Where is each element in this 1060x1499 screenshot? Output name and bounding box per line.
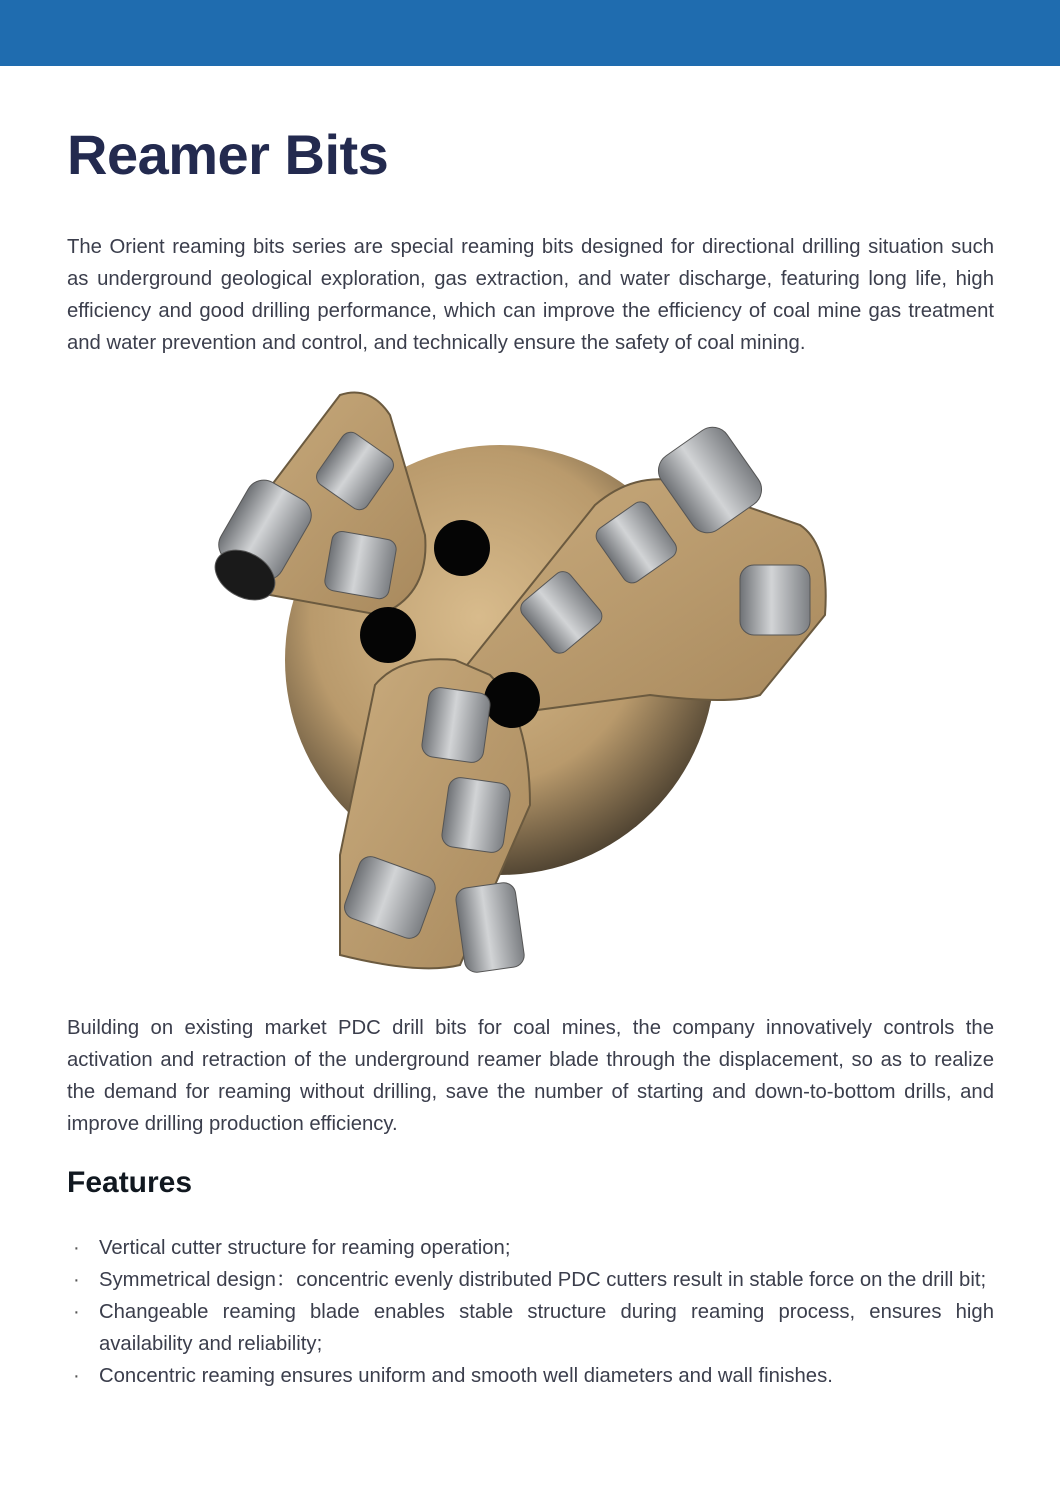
bullet-icon: · <box>73 1269 80 1291</box>
header-bar <box>0 0 1060 66</box>
feature-item <box>67 1296 994 1360</box>
feature-item <box>67 1232 994 1264</box>
feature-text: Concentric reaming ensures uniform and smooth well diameters and wall finishes. <box>99 1365 833 1387</box>
body-paragraph: Building on existing market PDC drill bits for coal mines, the company innovatively controls the activation and retraction of the underground reamer blade through the displacement, so as to realize the demand for reaming without drilling, save the number of starting and down-to-bottom drills, and improve drilling production efficiency. <box>67 1017 994 1135</box>
feature-text: Changeable reaming blade enables stable structure during reaming process, ensures high availability and reliability; <box>99 1301 994 1355</box>
features-list <box>67 1232 994 1392</box>
bullet-icon: · <box>73 1365 80 1387</box>
feature-text: Vertical cutter structure for reaming operation; <box>99 1237 511 1259</box>
bullet-icon: · <box>73 1237 80 1259</box>
features-title: Features <box>67 1166 193 1199</box>
reamer-bit-image <box>200 385 850 980</box>
bullet-icon: · <box>73 1301 80 1323</box>
feature-item <box>67 1264 994 1296</box>
intro-paragraph: The Orient reaming bits series are special reaming bits designed for directional drilling situation such as underground geological exploration, gas extraction, and water discharge, featuring long life, high efficiency and good drilling performance, which can improve the efficiency of coal mine gas treatment and water prevention and control, and technically ensure the safety of coal mining. <box>67 236 994 354</box>
feature-item <box>67 1360 994 1392</box>
page-title: Reamer Bits <box>67 123 389 186</box>
feature-text: Symmetrical design：concentric evenly distributed PDC cutters result in stable force on the drill bit; <box>99 1269 987 1291</box>
